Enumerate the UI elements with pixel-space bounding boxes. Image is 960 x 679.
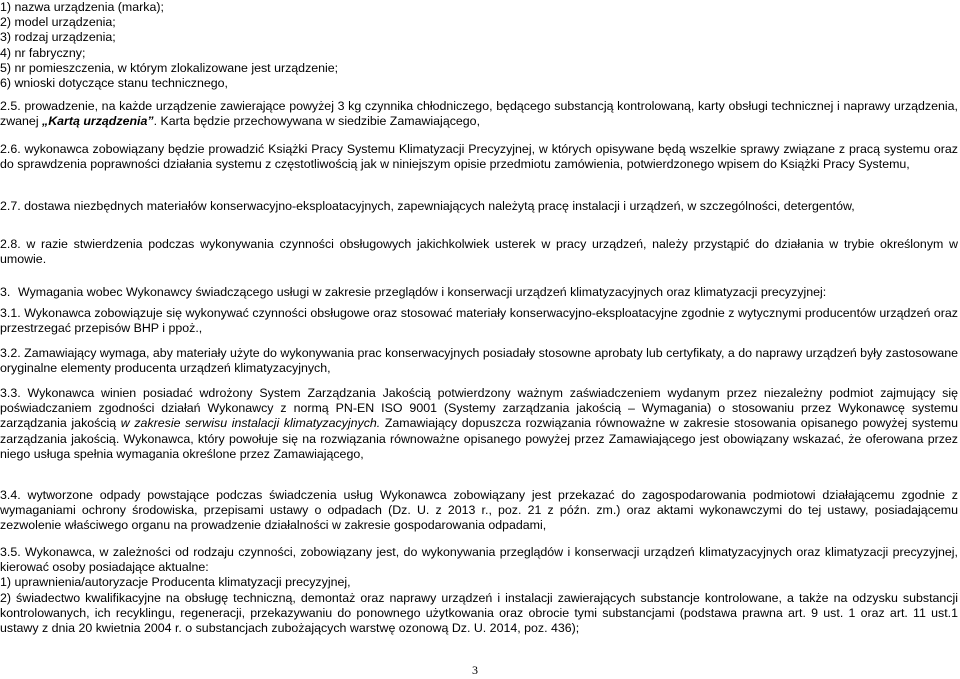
list-item: 3) rodzaj urządzenia; bbox=[0, 30, 116, 45]
list-item: 1) uprawnienia/autoryzacje Producenta klimatyzacji precyzyjnej, bbox=[0, 575, 351, 590]
paragraph-2-8: 2.8. w razie stwierdzenia podczas wykonywania czynności obsługowych jakichkolwiek usterek w pracy urządzeń, należy przystąpić do działania w trybie określonym w umowie. bbox=[0, 237, 958, 267]
page-number: 3 bbox=[472, 663, 478, 677]
paragraph-3-4: 3.4. wytworzone odpady powstające podczas świadczenia usług Wykonawca zobowiązany jest przekazać do zagospodarowania podmiotowi działającemu zgodnie z wymaganiami ochrony środowiska, przepisami ustawy o odpadach (Dz. U. z 2013 r., poz. 21 z późn. zm.) oraz aktami wykonawczymi do tej ustawy, posiadającemu zezwolenie właściwego organu na prowadzenie działalności w zakresie gospodarowania odpadami, bbox=[0, 488, 958, 533]
list-item: 4) nr fabryczny; bbox=[0, 45, 86, 60]
paragraph-2-5 bbox=[0, 99, 958, 129]
section-title: Wymagania wobec Wykonawcy świadczącego usługi w zakresie przeglądów i konserwacji urządzeń klimatyzacyjnych oraz klimatyzacji precyzyjnej: bbox=[18, 285, 827, 299]
paragraph-text: Zamawiający dopuszcza rozwiązania równoważne w zakresie stosowania opisanego powyżej systemu zarządzania jakością. Wykonawca, który powołuje się na rozwiązania równoważne opisanego powyżej przez Zamawiającego jest obowiązany wskazać, że oferowana przez niego usługa spełnia wymagania określone przez Zamawiającego, bbox=[0, 416, 958, 461]
section-number: 3. bbox=[0, 285, 11, 299]
list-item: 1) nazwa urządzenia (marka); bbox=[0, 0, 164, 14]
paragraph-2-6: 2.6. wykonawca zobowiązany będzie prowadzić Książki Pracy Systemu Klimatyzacji Precyzyjnej, w których opisywane będą wszelkie sprawy związane z pracą systemu oraz do sprawdzenia poprawności działania systemu z częstotliwością jak w niniejszym opisie przedmiotu zamówienia, potwierdzonego wpisem do Książki Pracy Systemu, bbox=[0, 142, 958, 172]
list-item: 5) nr pomieszczenia, w którym zlokalizowane jest urządzenie; bbox=[0, 60, 339, 75]
paragraph-text: 3.5. Wykonawca, w zależności od rodzaju czynności, zobowiązany jest, do wykonywania przeglądów i konserwacji urządzeń klimatyzacyjnych oraz klimatyzacji precyzyjnej, kierować osoby posiadające aktualne: bbox=[0, 545, 958, 575]
italic-scope: w zakresie serwisu instalacji klimatyzacyjnych. bbox=[120, 416, 381, 431]
paragraph-text: 3.3. Wykonawca winien posiadać wdrożony System Zarządzania Jakością potwierdzony ważnym zaświadczeniem wydanym przez niezależny podmiot zajmujący się poświadczaniem zgodności działań Wykonawcy z normą PN-EN ISO 9001 (Systemy zarządzania jakością – Wymagania) o stosowaniu przez Wykonawcę systemu zarządzania jakością bbox=[0, 386, 958, 431]
paragraph-3-2: 3.2. Zamawiający wymaga, aby materiały użyte do wykonywania prac konserwacyjnych posiadały stosowne aprobaty lub certyfikaty, a do naprawy urządzeń były zastosowane oryginalne elementy producenta urządzeń klimatyzacyjnych, bbox=[0, 346, 958, 376]
list-item: 6) wnioski dotyczące stanu technicznego, bbox=[0, 75, 228, 90]
section-3-heading bbox=[0, 285, 958, 300]
paragraph-3-5 bbox=[0, 545, 958, 636]
paragraph-3-3 bbox=[0, 386, 958, 462]
device-info-list bbox=[0, 0, 338, 91]
paragraph-3-1: 3.1. Wykonawca zobowiązuje się wykonywać czynności obsługowe oraz stosować materiały konserwacyjno-eksploatacyjne zgodnie z wytycznymi producentów urządzeń oraz przestrzegać przepisów BHP i ppoż., bbox=[0, 306, 958, 336]
list-item: 2) świadectwo kwalifikacyjne na obsługę techniczną, demontaż oraz naprawy urządzeń i instalacji zawierających substancje kontrolowane, a także na odzysku substancji kontrolowanych, ich recyklingu, regeneracji, przekazywaniu do ponownego użytkowania oraz obrocie tymi substancjami (podstawa prawna art. 9 ust. 1 oraz art. 11 ust.1 ustawy z dnia 20 kwietnia 2004 r. o substancjach zubożających warstwę ozonową Dz. U. 2014, poz. 436); bbox=[0, 590, 958, 636]
paragraph-2-7: 2.7. dostawa niezbędnych materiałów konserwacyjno-eksploatacyjnych, zapewniających należytą pracę instalacji i urządzeń, w szczególności, detergentów, bbox=[0, 199, 855, 213]
paragraph-text: . Karta będzie przechowywana w siedzibie Zamawiającego, bbox=[153, 114, 481, 129]
paragraph-text: 2.5. prowadzenie, na każde urządzenie zawierające powyżej 3 kg czynnika chłodniczego, będącego substancją kontrolowaną, karty obsługi technicznej i naprawy urządzenia, zwanej bbox=[0, 99, 958, 129]
list-item: 2) model urządzenia; bbox=[0, 15, 116, 30]
card-name-emphasis: „Kartą urządzenia” bbox=[42, 114, 154, 129]
